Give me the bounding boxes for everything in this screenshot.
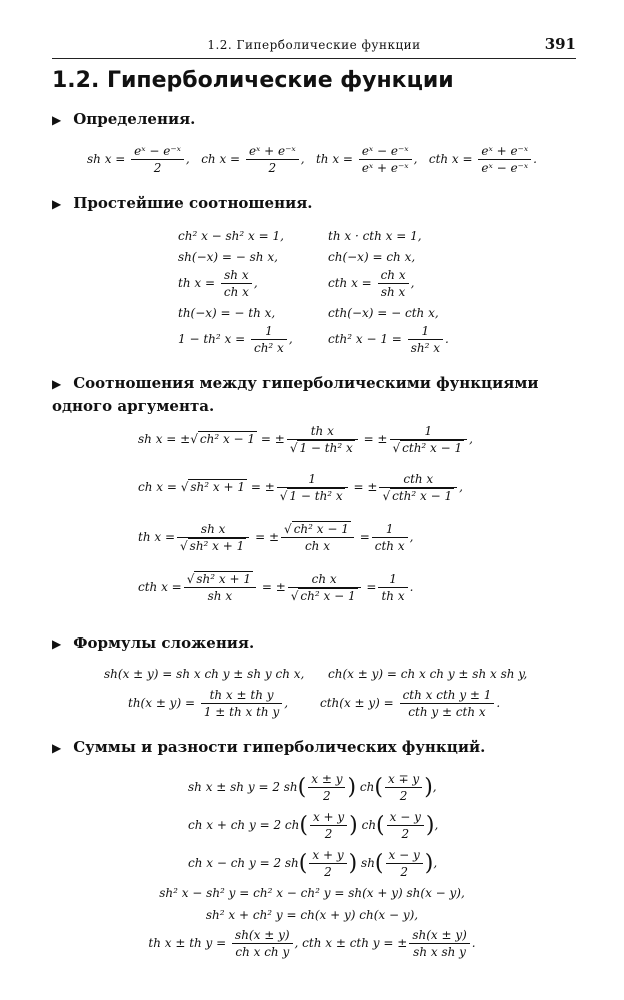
bullet-icon: ▶ (52, 741, 62, 755)
bullet-icon: ▶ (52, 197, 62, 211)
bullet-icon: ▶ (52, 113, 62, 127)
running-title: 1.2. Гиперболические функции (207, 38, 421, 52)
bullet-icon: ▶ (52, 637, 62, 651)
page-number: 391 (544, 35, 576, 53)
section-title: Суммы и разности гиперболических функций. (73, 738, 486, 756)
section-title: Формулы сложения. (73, 634, 255, 652)
fraction: $\frac{\text{eˣ − e⁻ˣ}}{2}$ (131, 144, 184, 175)
section-addition-formulas (52, 634, 254, 652)
fraction: $\frac{\text{eˣ − e⁻ˣ}}{\text{eˣ + e⁻ˣ}}$ (359, 144, 412, 175)
fraction: $\frac{\text{eˣ + e⁻ˣ}}{\text{eˣ − e⁻ˣ}}$ (478, 144, 531, 175)
section-simple-relations (52, 194, 313, 212)
formula-definitions: sh x = $\frac{\text{eˣ − e⁻ˣ}}{2}$ , ch x = $\frac{\text{eˣ + e⁻ˣ}}{2}$ , th x = $\frac{\text{eˣ − e⁻ˣ}}{\text{eˣ + e⁻ˣ}}$ , cth x = $\frac{\text{eˣ + e⁻ˣ}}{\text{eˣ − e⁻ˣ}}$ . (87, 144, 537, 175)
running-header (52, 32, 576, 59)
section-sums-differences (52, 738, 485, 756)
fraction: $\frac{\text{eˣ + e⁻ˣ}}{2}$ (246, 144, 299, 175)
section-title: Соотношения между гиперболическими функциями одного аргумента. (52, 374, 539, 415)
section-title: Простейшие соотношения. (73, 194, 313, 212)
section-title: Определения. (73, 110, 196, 128)
bullet-icon: ▶ (52, 377, 62, 391)
section-relations-one-argument (52, 372, 582, 417)
page-title: 1.2. Гиперболические функции (52, 68, 454, 93)
section-definitions (52, 110, 195, 128)
